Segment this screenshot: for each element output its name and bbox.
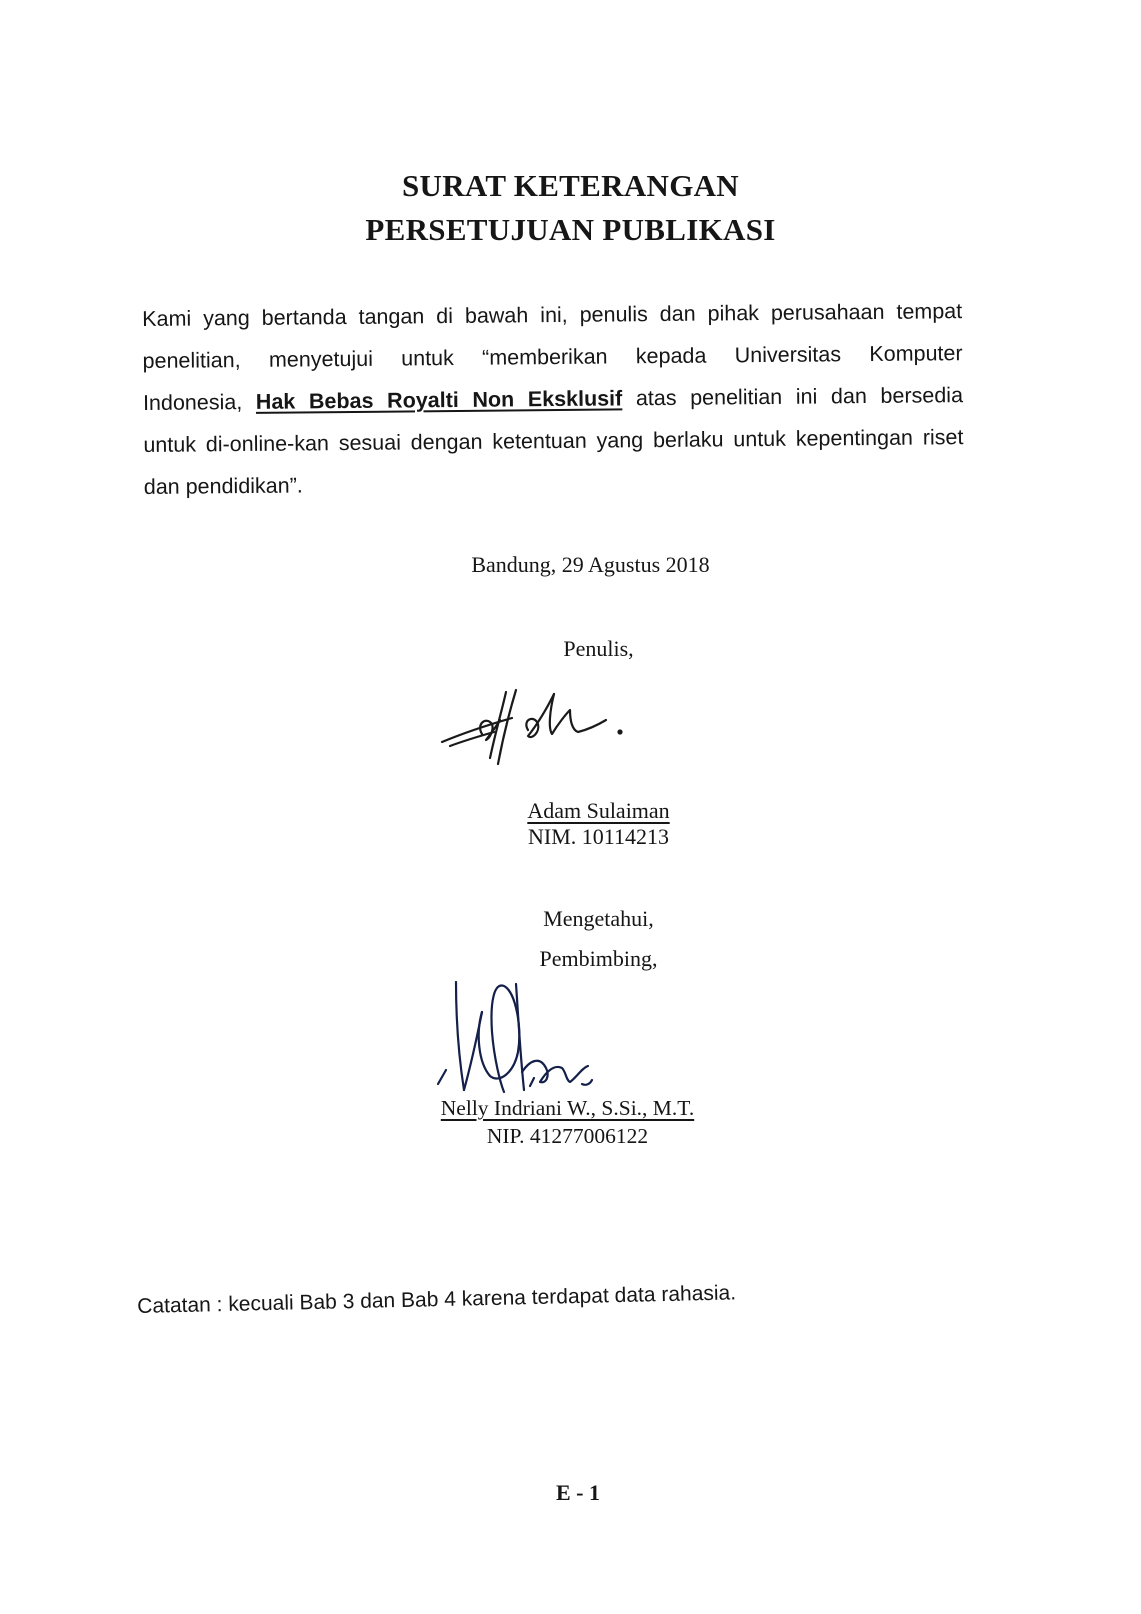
author-name: [28, 798, 1141, 824]
statement-line-3-start: Indonesia,: [142, 389, 256, 415]
author-student-id: NIM. 10114213: [528, 824, 669, 849]
advisor-role-label: Pembimbing,: [539, 946, 658, 971]
statement-line-1: Kami yang bertanda tangan di bawah ini, penulis dan pihak perusahaan tempat: [142, 299, 963, 331]
author-name-text: Adam Sulaiman: [527, 798, 670, 823]
statement-paragraph: [142, 290, 964, 508]
statement-line-3-end: atas penelitian ini dan bersedia: [622, 383, 964, 411]
page-number: E - 1: [556, 1480, 600, 1505]
document-title-line1: SURAT KETERANGAN: [402, 168, 739, 203]
advisor-signature: [430, 972, 605, 1102]
statement-line-4: untuk di-online-kan sesuai dengan ketentuan yang berlaku untuk kepentingan riset: [143, 425, 964, 457]
footnote-note: Catatan : kecuali Bab 3 dan Bab 4 karena terdapat data rahasia.: [137, 1281, 737, 1318]
document-title-line2: PERSETUJUAN PUBLIKASI: [365, 212, 776, 247]
advisor-name-text: Nelly Indriani W., S.Si., M.T.: [440, 1096, 695, 1120]
acknowledged-label: Mengetahui,: [543, 906, 654, 931]
author-signature: [436, 680, 626, 770]
statement-line-5: dan pendidikan”.: [143, 473, 303, 499]
advisor-employee-id: NIP. 41277006122: [486, 1124, 649, 1148]
place-date: Bandung, 29 Agustus 2018: [471, 552, 710, 577]
royalty-free-right-emphasis: Hak Bebas Royalti Non Eksklusif: [255, 386, 623, 414]
advisor-name: [0, 1096, 1138, 1121]
author-role-label: Penulis,: [563, 636, 634, 661]
statement-line-2: penelitian, menyetujui untuk “memberikan kepada Universitas Komputer: [142, 341, 963, 373]
